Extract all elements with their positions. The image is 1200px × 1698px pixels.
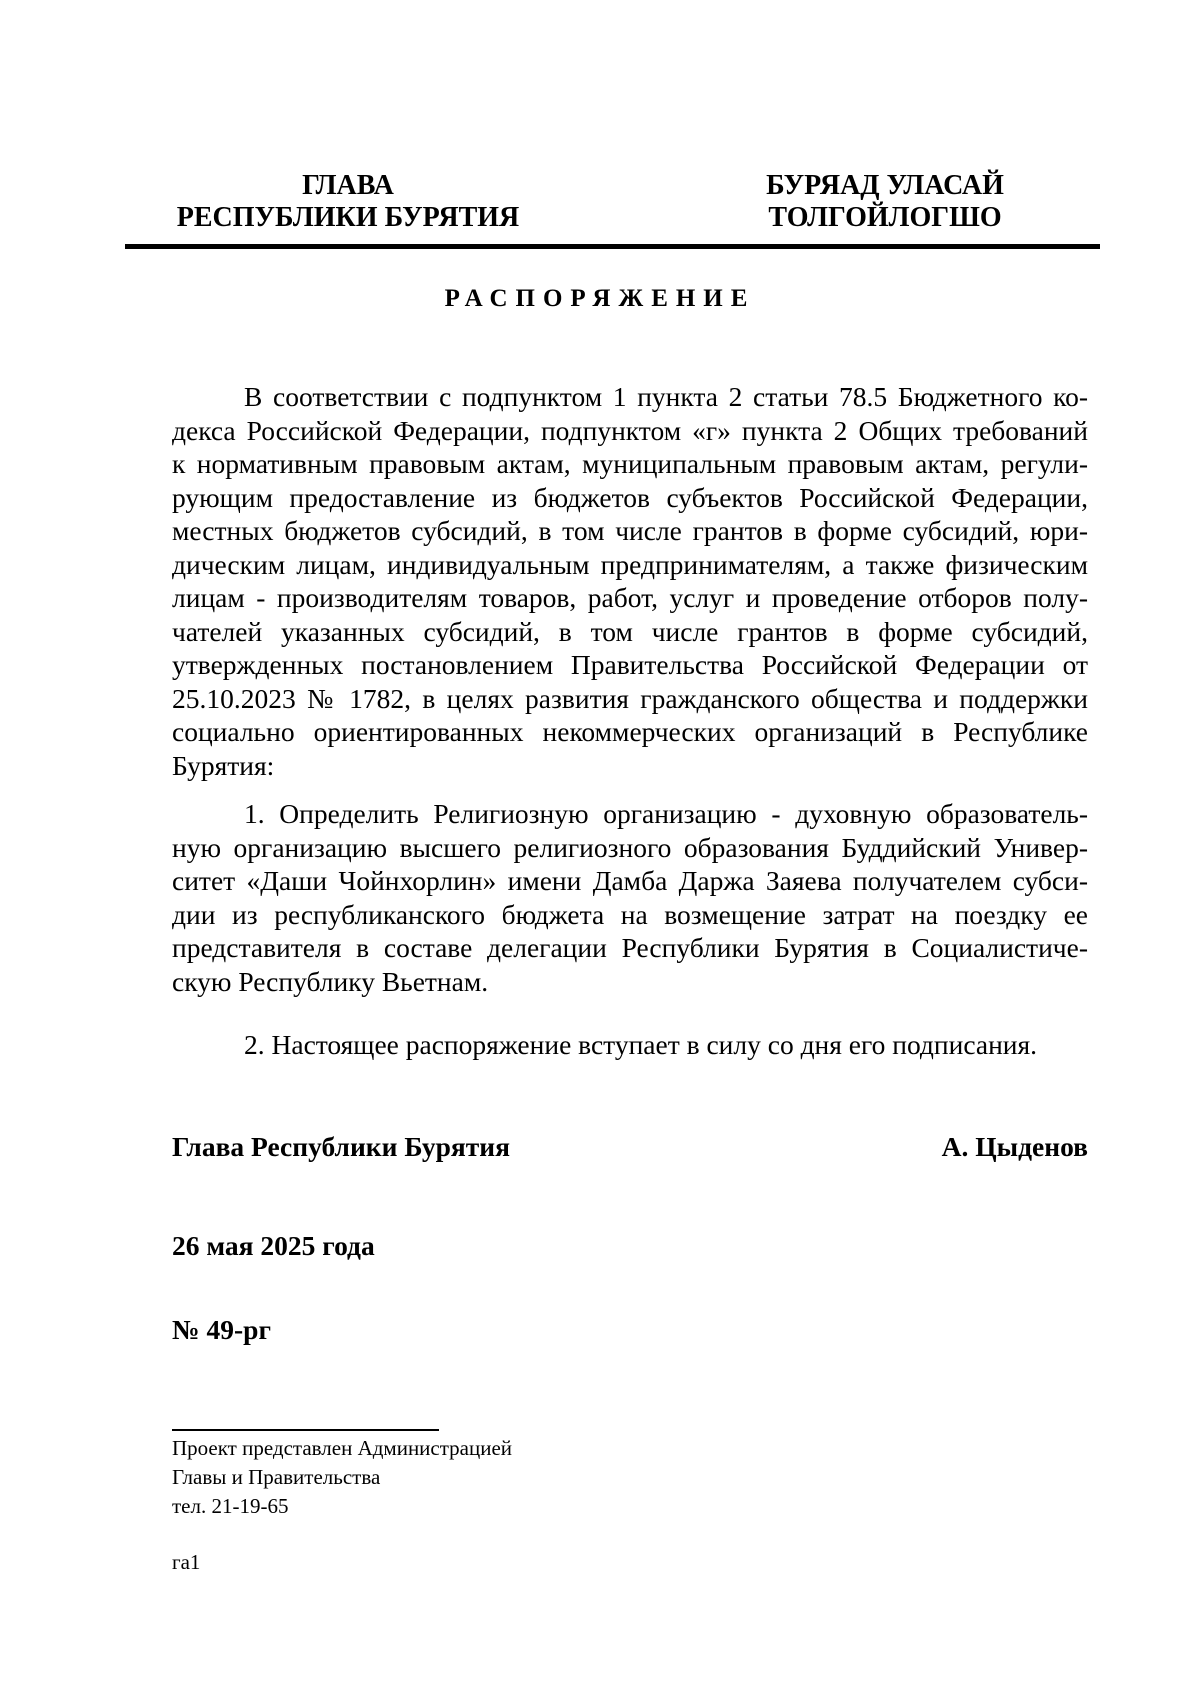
footnote-line3: тел. 21-19-65 [172,1494,289,1518]
text-line: 25.10.2023 № 1782, в целях развития гражданского общества и поддержки [172,682,1088,714]
header-left-line1: ГЛАВА [302,170,394,201]
document-title: РАСПОРЯЖЕНИЕ [444,285,756,312]
text-line: 1. Определить Религиозную организацию - духовную образователь- [244,798,1088,829]
footnote [172,1434,512,1521]
text-line: чателей указанных субсидий, в том числе грантов в форме субсидий, [172,615,1088,647]
header-right [735,170,1035,234]
text-line: местных бюджетов субсидий, в том числе грантов в форме субсидий, юри- [172,515,1088,546]
text-line: к нормативным правовым актам, муниципальным правовым актам, регули- [172,448,1088,479]
text-line: Бурятия: [172,749,275,781]
paragraph-item-2 [172,1028,1088,1062]
text-line: дии из республиканского бюджета на возмещение затрат на поездку ее [172,898,1088,930]
document-number: № 49-рг [172,1314,271,1345]
document-date: 26 мая 2025 года [172,1230,375,1261]
text-line: лицам - производителям товаров, работ, услуг и проведение отборов полу- [172,582,1088,613]
header-divider [125,244,1100,249]
text-line: представителя в составе делегации Республики Бурятия в Социалистиче- [172,932,1088,963]
text-line: социально ориентированных некоммерческих организаций в Республике [172,716,1088,747]
header-left-line2: РЕСПУБЛИКИ БУРЯТИЯ [176,202,520,233]
footnote-divider [172,1429,439,1431]
text-line: утвержденных постановлением Правительства Российской Федерации от [172,649,1088,680]
paragraph-item-1 [172,797,1088,998]
text-line: ную организацию высшего религиозного образования Буддийский Универ- [172,831,1088,863]
text-line: ситет «Даши Чойнхорлин» имени Дамба Даржа Заяева получателем субси- [172,865,1088,896]
signatory-name: А. Цыденов [941,1131,1088,1162]
text-line: дическим лицам, индивидуальным предпринимателям, а также физическим [172,548,1088,580]
footnote-line2: Главы и Правительства [172,1465,381,1489]
text-line: декса Российской Федерации, подпунктом «г» пункта 2 Общих требований [172,414,1088,446]
text-line: В соответствии с подпунктом 1 пункта 2 статьи 78.5 Бюджетного ко- [244,381,1088,412]
header-left [168,170,528,234]
text-line: скую Республику Вьетнам. [172,965,489,997]
text-line: рующим предоставление из бюджетов субъектов Российской Федерации, [172,481,1088,513]
header-right-line1: БУРЯАД УЛАСАЙ [766,170,1004,201]
footnote-line1: Проект представлен Администрацией [172,1436,513,1460]
signatory-position: Глава Республики Бурятия [172,1131,511,1162]
paragraph-preamble [172,380,1088,782]
document-code: га1 [172,1550,201,1574]
header-right-line2: ТОЛГОЙЛОГШО [768,202,1002,233]
text-line: 2. Настоящее распоряжение вступает в силу со дня его подписания. [244,1029,1038,1060]
